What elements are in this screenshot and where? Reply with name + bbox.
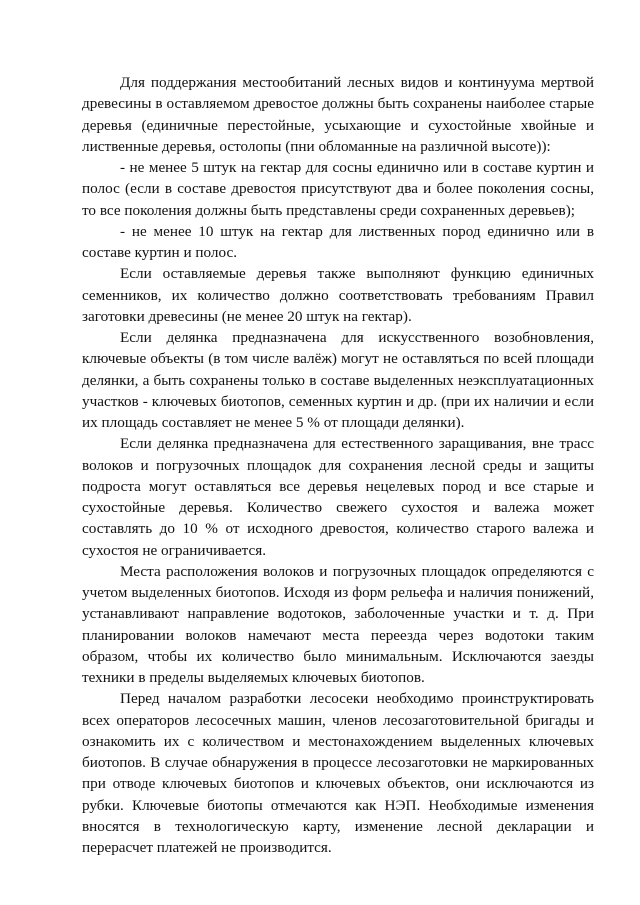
paragraph-natural-regeneration: Если делянка предназначена для естественного заращивания, вне трасс волоков и погрузочных площадок для сохранения лесной среды и защиты подроста могут оставляться все деревья нецелевых пород и все старые и сухостойные деревья. Количество свежего сухостоя и валежа может составлять до 10 % от исходного древостоя, количество старого валежа и сухостоя не ограничивается.	[82, 435, 594, 559]
paragraph-operator-instruction: Перед началом разработки лесосеки необходимо проинструктировать всех операторов лесосечных машин, членов лесозаготовительной бригады и ознакомить их с количеством и местонахождением выделенных ключевых биотопов. В случае обнаружения в процессе лесозаготовки не маркированных при отводе ключевых биотопов и ключевых объектов, они исключаются из рубки. Ключевые биотопы отмечаются как НЭП. Необходимые изменения вносятся в технологическую карту, изменение лесной декларации и перерасчет платежей не производится.	[82, 690, 594, 856]
paragraph-pine-requirement: - не менее 5 штук на гектар для сосны единично или в составе куртин и полос (если в составе древостоя присутствуют два и более поколения сосны, то все поколения должны быть представлены среди сохраненных деревьев);	[82, 159, 594, 219]
paragraph-skid-trails: Места расположения волоков и погрузочных площадок определяются с учетом выделенных биотопов. Исходя из форм рельефа и наличия понижений, устанавливают направление водотоков, заболоченные участки и т. д. При планировании волоков намечают места переезда через водотоки таким образом, чтобы их количество было минимальным. Исключаются заезды техники в пределы выделяемых ключевых биотопов.	[82, 562, 594, 686]
paragraph-deadwood-intro: Для поддержания местообитаний лесных видов и континуума мертвой древесины в оставляемом древостое должны быть сохранены наиболее старые деревья (единичные перестойные, усыхающие и сухостойные хвойные и лиственные деревья, остолопы (пни обломанные на различной высоте)):	[82, 74, 594, 155]
paragraph-deciduous-requirement: - не менее 10 штук на гектар для лиственных пород единично или в составе куртин и полос.	[82, 222, 594, 261]
document-page	[82, 72, 594, 858]
paragraph-artificial-regeneration: Если делянка предназначена для искусственного возобновления, ключевые объекты (в том числе валёж) могут не оставляться по всей площади делянки, а быть сохранены только в составе выделенных неэксплуатационных участков - ключевых биотопов, семенных куртин и др. (при их наличии и если их площадь составляет не менее 5 % от площади делянки).	[82, 329, 594, 431]
paragraph-seed-trees: Если оставляемые деревья также выполняют функцию единичных семенников, их количество должно соответствовать требованиям Правил заготовки древесины (не менее 20 штук на гектар).	[82, 265, 594, 325]
